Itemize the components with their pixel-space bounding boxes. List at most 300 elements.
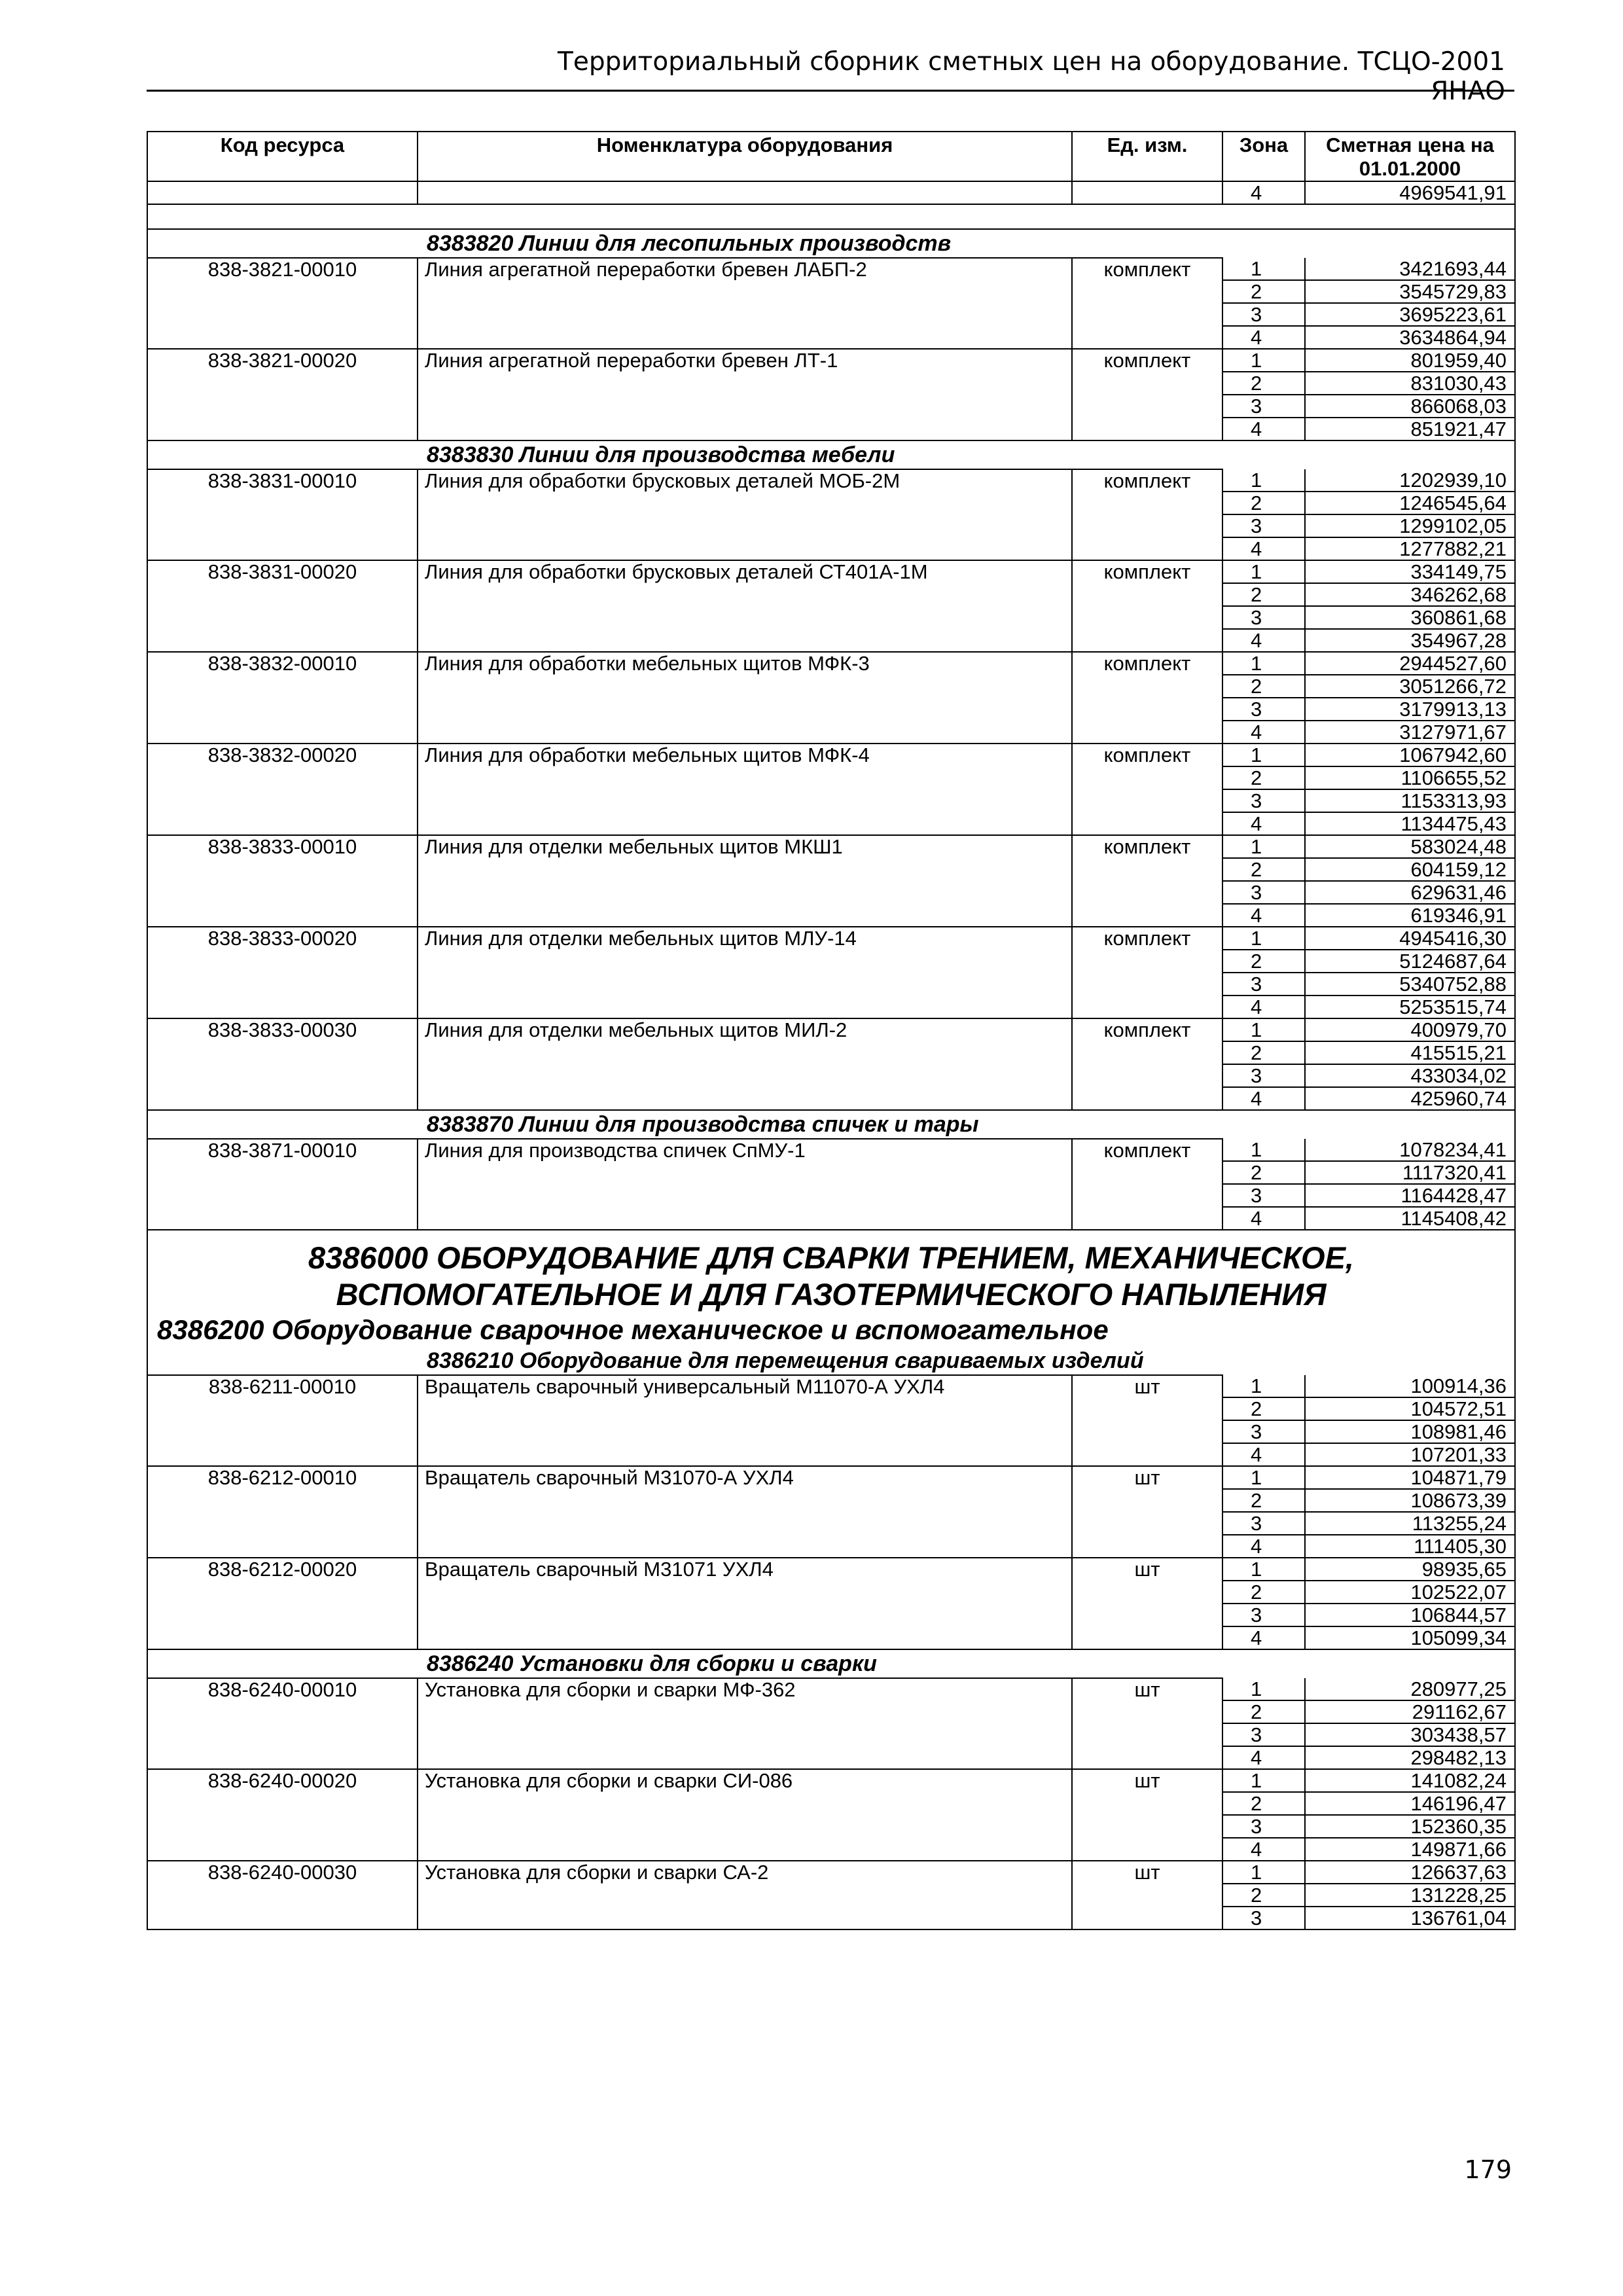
unit-of-measure <box>1072 1535 1222 1558</box>
resource-code: 838-3833-00030 <box>147 1018 418 1041</box>
equipment-name <box>418 721 1072 744</box>
unit-of-measure: шт <box>1072 1375 1222 1397</box>
unit-of-measure <box>1072 1443 1222 1466</box>
unit-of-measure <box>1072 858 1222 881</box>
unit-of-measure <box>1072 514 1222 537</box>
zone-cell: 3 <box>1222 1064 1305 1087</box>
table-row <box>147 372 1515 395</box>
unit-of-measure: комплект <box>1072 560 1222 583</box>
col-header-code: Код ресурса <box>147 132 418 181</box>
price-cell: 619346,91 <box>1305 904 1515 927</box>
equipment-name: Линия агрегатной переработки бревен ЛТ-1 <box>418 349 1072 372</box>
resource-code <box>147 418 418 440</box>
equipment-name <box>418 492 1072 514</box>
col-header-unit: Ед. изм. <box>1072 132 1222 181</box>
subgroup-heading-row <box>147 1347 1515 1375</box>
table-row <box>147 1018 1515 1041</box>
zone-cell: 2 <box>1222 1041 1305 1064</box>
resource-code <box>147 280 418 303</box>
table-header-row <box>147 132 1515 181</box>
table-row <box>147 835 1515 858</box>
resource-code <box>147 583 418 606</box>
equipment-name <box>418 1064 1072 1087</box>
price-cell: 354967,28 <box>1305 629 1515 652</box>
zone-cell: 2 <box>1222 1397 1305 1420</box>
table-row <box>147 1700 1515 1723</box>
col-header-name: Номенклатура оборудования <box>418 132 1072 181</box>
zone-cell: 1 <box>1222 1139 1305 1161</box>
unit-of-measure <box>1072 280 1222 303</box>
resource-code: 838-3831-00010 <box>147 469 418 492</box>
resource-code <box>147 904 418 927</box>
zone-cell: 4 <box>1222 1535 1305 1558</box>
table-row <box>147 1064 1515 1087</box>
unit-of-measure <box>1072 1746 1222 1769</box>
unit-of-measure <box>1072 675 1222 698</box>
unit-of-measure: комплект <box>1072 469 1222 492</box>
equipment-name: Линия для отделки мебельных щитов МИЛ-2 <box>418 1018 1072 1041</box>
equipment-name <box>418 1041 1072 1064</box>
price-cell: 1106655,52 <box>1305 766 1515 789</box>
unit-of-measure <box>1072 789 1222 812</box>
table-row <box>147 1535 1515 1558</box>
zone-cell: 1 <box>1222 1678 1305 1700</box>
resource-code <box>147 629 418 652</box>
equipment-name <box>418 418 1072 440</box>
unit-of-measure <box>1072 1512 1222 1535</box>
zone-cell: 3 <box>1222 1420 1305 1443</box>
resource-code <box>147 1626 418 1649</box>
zone-cell: 3 <box>1222 1815 1305 1838</box>
unit-of-measure: шт <box>1072 1678 1222 1700</box>
subgroup-heading-row <box>147 440 1515 469</box>
resource-code <box>147 996 418 1018</box>
resource-code: 838-6211-00010 <box>147 1375 418 1397</box>
unit-of-measure: комплект <box>1072 744 1222 766</box>
resource-code <box>147 812 418 835</box>
table-row <box>147 583 1515 606</box>
resource-code <box>147 1064 418 1087</box>
header-rule <box>147 90 1514 92</box>
zone-cell: 2 <box>1222 1884 1305 1907</box>
resource-code <box>147 395 418 418</box>
unit-of-measure <box>1072 1792 1222 1815</box>
equipment-name <box>418 514 1072 537</box>
price-cell: 831030,43 <box>1305 372 1515 395</box>
price-cell: 5253515,74 <box>1305 996 1515 1018</box>
table-row <box>147 1723 1515 1746</box>
table-row <box>147 1861 1515 1884</box>
equipment-name <box>418 973 1072 996</box>
resource-code: 838-3821-00020 <box>147 349 418 372</box>
zone-cell: 3 <box>1222 1184 1305 1207</box>
unit-of-measure <box>1072 904 1222 927</box>
equipment-name <box>418 372 1072 395</box>
equipment-name: Линия для отделки мебельных щитов МЛУ-14 <box>418 927 1072 950</box>
table-row <box>147 1558 1515 1581</box>
table-row <box>147 698 1515 721</box>
zone-cell: 3 <box>1222 514 1305 537</box>
unit-of-measure <box>1072 1087 1222 1110</box>
unit-of-measure <box>1072 812 1222 835</box>
zone-cell: 4 <box>1222 537 1305 560</box>
zone-cell: 3 <box>1222 395 1305 418</box>
resource-code <box>147 675 418 698</box>
table-row <box>147 1161 1515 1184</box>
unit-of-measure <box>1072 1838 1222 1861</box>
price-cell: 104871,79 <box>1305 1466 1515 1489</box>
table-row <box>147 927 1515 950</box>
price-cell: 334149,75 <box>1305 560 1515 583</box>
equipment-name <box>418 1700 1072 1723</box>
price-cell: 298482,13 <box>1305 1746 1515 1769</box>
zone-cell: 3 <box>1222 606 1305 629</box>
zone-cell: 2 <box>1222 1161 1305 1184</box>
equipment-name <box>418 904 1072 927</box>
zone-cell: 1 <box>1222 652 1305 675</box>
resource-code <box>147 1604 418 1626</box>
equipment-name <box>418 1815 1072 1838</box>
unit-of-measure <box>1072 303 1222 326</box>
table-body <box>147 181 1515 1929</box>
resource-code: 838-6240-00010 <box>147 1678 418 1700</box>
zone-cell: 4 <box>1222 1087 1305 1110</box>
unit-of-measure <box>1072 1489 1222 1512</box>
table-row <box>147 537 1515 560</box>
equipment-name: Линия для обработки брусковых деталей МОБ-2М <box>418 469 1072 492</box>
price-cell: 2944527,60 <box>1305 652 1515 675</box>
price-cell: 102522,07 <box>1305 1581 1515 1604</box>
zone-cell: 1 <box>1222 835 1305 858</box>
equipment-name <box>418 812 1072 835</box>
unit-of-measure <box>1072 973 1222 996</box>
zone-cell: 1 <box>1222 349 1305 372</box>
resource-code <box>147 1838 418 1861</box>
table-row <box>147 280 1515 303</box>
price-cell: 3545729,83 <box>1305 280 1515 303</box>
equipment-name <box>418 1884 1072 1907</box>
resource-code <box>147 766 418 789</box>
equipment-name <box>418 950 1072 973</box>
price-cell: 425960,74 <box>1305 1087 1515 1110</box>
equipment-name <box>418 766 1072 789</box>
table-row <box>147 881 1515 904</box>
resource-code <box>147 698 418 721</box>
table-row <box>147 789 1515 812</box>
unit-of-measure <box>1072 766 1222 789</box>
resource-code <box>147 1184 418 1207</box>
zone-cell: 2 <box>1222 280 1305 303</box>
table-row <box>147 950 1515 973</box>
table-row <box>147 812 1515 835</box>
zone-cell: 2 <box>1222 492 1305 514</box>
equipment-name <box>418 1443 1072 1466</box>
resource-code <box>147 1087 418 1110</box>
resource-code <box>147 1207 418 1230</box>
section-heading-line: ВСПОМОГАТЕЛЬНОЕ И ДЛЯ ГАЗОТЕРМИЧЕСКОГО НАПЫЛЕНИЯ <box>336 1277 1327 1312</box>
section-heading-row <box>147 1230 1515 1313</box>
zone-cell: 3 <box>1222 1723 1305 1746</box>
unit-of-measure <box>1072 1626 1222 1649</box>
price-cell: 291162,67 <box>1305 1700 1515 1723</box>
equipment-name <box>418 629 1072 652</box>
unit-of-measure <box>1072 418 1222 440</box>
equipment-name: Линия для отделки мебельных щитов МКШ1 <box>418 835 1072 858</box>
equipment-name: Установка для сборки и сварки СА-2 <box>418 1861 1072 1884</box>
price-cell: 1078234,41 <box>1305 1139 1515 1161</box>
resource-code <box>147 303 418 326</box>
zone-cell: 1 <box>1222 1018 1305 1041</box>
price-cell: 4969541,91 <box>1305 181 1515 204</box>
resource-code <box>147 1443 418 1466</box>
page-number: 179 <box>1464 2155 1512 2184</box>
table-row <box>147 1815 1515 1838</box>
price-cell: 131228,25 <box>1305 1884 1515 1907</box>
table-row <box>147 744 1515 766</box>
table-row <box>147 652 1515 675</box>
zone-cell: 1 <box>1222 1861 1305 1884</box>
unit-of-measure: комплект <box>1072 652 1222 675</box>
zone-cell: 3 <box>1222 1604 1305 1626</box>
table-row <box>147 1769 1515 1792</box>
resource-code: 838-3833-00010 <box>147 835 418 858</box>
zone-cell: 2 <box>1222 1792 1305 1815</box>
price-cell: 111405,30 <box>1305 1535 1515 1558</box>
table-row <box>147 326 1515 349</box>
resource-code <box>147 181 418 204</box>
zone-cell: 3 <box>1222 1512 1305 1535</box>
price-cell: 3634864,94 <box>1305 326 1515 349</box>
equipment-name <box>418 1087 1072 1110</box>
unit-of-measure <box>1072 181 1222 204</box>
equipment-name <box>418 1397 1072 1420</box>
equipment-name <box>418 789 1072 812</box>
table-row <box>147 1139 1515 1161</box>
table-row <box>147 1207 1515 1230</box>
price-cell: 1202939,10 <box>1305 469 1515 492</box>
table-row <box>147 349 1515 372</box>
table-row <box>147 766 1515 789</box>
unit-of-measure <box>1072 721 1222 744</box>
zone-cell: 4 <box>1222 418 1305 440</box>
zone-cell: 1 <box>1222 469 1305 492</box>
table-row <box>147 1581 1515 1604</box>
zone-cell: 1 <box>1222 744 1305 766</box>
table-row <box>147 469 1515 492</box>
price-cell: 1117320,41 <box>1305 1161 1515 1184</box>
zone-cell: 3 <box>1222 789 1305 812</box>
table-row <box>147 303 1515 326</box>
unit-of-measure <box>1072 1207 1222 1230</box>
unit-of-measure <box>1072 1815 1222 1838</box>
price-cell: 3421693,44 <box>1305 258 1515 280</box>
zone-cell: 3 <box>1222 881 1305 904</box>
zone-cell: 2 <box>1222 858 1305 881</box>
zone-cell: 4 <box>1222 721 1305 744</box>
resource-code <box>147 881 418 904</box>
equipment-name: Вращатель сварочный универсальный М11070-А УХЛ4 <box>418 1375 1072 1397</box>
equipment-name <box>418 1489 1072 1512</box>
table-row <box>147 492 1515 514</box>
zone-cell: 4 <box>1222 1207 1305 1230</box>
zone-cell: 3 <box>1222 303 1305 326</box>
price-cell: 152360,35 <box>1305 1815 1515 1838</box>
zone-cell: 3 <box>1222 698 1305 721</box>
price-cell: 149871,66 <box>1305 1838 1515 1861</box>
resource-code: 838-3832-00010 <box>147 652 418 675</box>
table-row <box>147 181 1515 204</box>
zone-cell: 2 <box>1222 675 1305 698</box>
equipment-name: Установка для сборки и сварки СИ-086 <box>418 1769 1072 1792</box>
price-cell: 4945416,30 <box>1305 927 1515 950</box>
table-row <box>147 1792 1515 1815</box>
resource-code <box>147 1907 418 1929</box>
equipment-name <box>418 698 1072 721</box>
price-cell: 433034,02 <box>1305 1064 1515 1087</box>
table-row <box>147 1907 1515 1929</box>
table-row <box>147 1466 1515 1489</box>
col-header-price: Сметная цена на 01.01.2000 <box>1305 132 1515 181</box>
price-cell: 629631,46 <box>1305 881 1515 904</box>
table-row <box>147 1604 1515 1626</box>
price-cell: 604159,12 <box>1305 858 1515 881</box>
resource-code <box>147 537 418 560</box>
table-row <box>147 1838 1515 1861</box>
zone-cell: 4 <box>1222 904 1305 927</box>
table-row <box>147 560 1515 583</box>
zone-cell: 1 <box>1222 1558 1305 1581</box>
resource-code: 838-3821-00010 <box>147 258 418 280</box>
table-row <box>147 418 1515 440</box>
unit-of-measure <box>1072 1184 1222 1207</box>
equipment-name <box>418 996 1072 1018</box>
zone-cell: 4 <box>1222 629 1305 652</box>
price-cell: 583024,48 <box>1305 835 1515 858</box>
zone-cell: 2 <box>1222 950 1305 973</box>
subgroup-heading: 8383820 Линии для лесопильных производств <box>147 229 1515 258</box>
resource-code <box>147 1397 418 1420</box>
zone-cell: 4 <box>1222 1443 1305 1466</box>
zone-cell: 1 <box>1222 258 1305 280</box>
unit-of-measure <box>1072 606 1222 629</box>
equipment-name <box>418 1907 1072 1929</box>
resource-code: 838-3832-00020 <box>147 744 418 766</box>
price-cell: 851921,47 <box>1305 418 1515 440</box>
price-cell: 113255,24 <box>1305 1512 1515 1535</box>
resource-code <box>147 514 418 537</box>
unit-of-measure <box>1072 395 1222 418</box>
price-cell: 3127971,67 <box>1305 721 1515 744</box>
equipment-name: Линия для обработки мебельных щитов МФК-3 <box>418 652 1072 675</box>
zone-cell: 2 <box>1222 1581 1305 1604</box>
subgroup-heading-row <box>147 1649 1515 1678</box>
equipment-name: Линия агрегатной переработки бревен ЛАБП-2 <box>418 258 1072 280</box>
equipment-name <box>418 1207 1072 1230</box>
price-cell: 136761,04 <box>1305 1907 1515 1929</box>
running-header: Территориальный сборник сметных цен на оборудование. ТСЦО-2001 ЯНАО <box>558 47 1505 106</box>
unit-of-measure <box>1072 583 1222 606</box>
resource-code <box>147 1581 418 1604</box>
equipment-name <box>418 303 1072 326</box>
price-cell: 108981,46 <box>1305 1420 1515 1443</box>
unit-of-measure <box>1072 996 1222 1018</box>
table-row <box>147 629 1515 652</box>
resource-code <box>147 1792 418 1815</box>
price-cell: 866068,03 <box>1305 395 1515 418</box>
table-row <box>147 1184 1515 1207</box>
price-cell: 346262,68 <box>1305 583 1515 606</box>
price-cell: 280977,25 <box>1305 1678 1515 1700</box>
resource-code <box>147 1535 418 1558</box>
equipment-name <box>418 1161 1072 1184</box>
unit-of-measure <box>1072 1041 1222 1064</box>
resource-code <box>147 1700 418 1723</box>
resource-code <box>147 1489 418 1512</box>
zone-cell: 2 <box>1222 372 1305 395</box>
resource-code <box>147 606 418 629</box>
resource-code <box>147 950 418 973</box>
price-cell: 5124687,64 <box>1305 950 1515 973</box>
zone-cell: 4 <box>1222 1838 1305 1861</box>
resource-code: 838-6240-00020 <box>147 1769 418 1792</box>
price-cell: 360861,68 <box>1305 606 1515 629</box>
resource-code <box>147 326 418 349</box>
equipment-name <box>418 1184 1072 1207</box>
unit-of-measure <box>1072 629 1222 652</box>
group-heading-row <box>147 1313 1515 1347</box>
equipment-name <box>418 1792 1072 1815</box>
unit-of-measure: шт <box>1072 1769 1222 1792</box>
price-cell: 126637,63 <box>1305 1861 1515 1884</box>
unit-of-measure <box>1072 1161 1222 1184</box>
resource-code: 838-3833-00020 <box>147 927 418 950</box>
table-row <box>147 1397 1515 1420</box>
equipment-name <box>418 675 1072 698</box>
table-row <box>147 1678 1515 1700</box>
equipment-name <box>418 1420 1072 1443</box>
section-heading-line: 8386000 ОБОРУДОВАНИЕ ДЛЯ СВАРКИ ТРЕНИЕМ, МЕХАНИЧЕСКОЕ, <box>308 1240 1354 1275</box>
equipment-name: Вращатель сварочный М31070-А УХЛ4 <box>418 1466 1072 1489</box>
price-cell: 1164428,47 <box>1305 1184 1515 1207</box>
price-cell: 106844,57 <box>1305 1604 1515 1626</box>
equipment-name <box>418 858 1072 881</box>
price-cell: 3051266,72 <box>1305 675 1515 698</box>
zone-cell: 2 <box>1222 1489 1305 1512</box>
subgroup-heading: 8386210 Оборудование для перемещения свариваемых изделий <box>147 1347 1515 1375</box>
price-cell: 3695223,61 <box>1305 303 1515 326</box>
unit-of-measure: комплект <box>1072 1139 1222 1161</box>
resource-code <box>147 789 418 812</box>
unit-of-measure <box>1072 1700 1222 1723</box>
unit-of-measure <box>1072 1723 1222 1746</box>
subgroup-heading: 8383830 Линии для производства мебели <box>147 440 1515 469</box>
zone-cell: 4 <box>1222 181 1305 204</box>
unit-of-measure <box>1072 372 1222 395</box>
unit-of-measure <box>1072 537 1222 560</box>
resource-code <box>147 1420 418 1443</box>
equipment-name <box>418 1838 1072 1861</box>
equipment-name <box>418 1746 1072 1769</box>
table-row <box>147 1512 1515 1535</box>
resource-code <box>147 858 418 881</box>
equipment-name <box>418 1581 1072 1604</box>
unit-of-measure <box>1072 1397 1222 1420</box>
price-cell: 1145408,42 <box>1305 1207 1515 1230</box>
unit-of-measure <box>1072 1884 1222 1907</box>
resource-code <box>147 1723 418 1746</box>
price-cell: 1067942,60 <box>1305 744 1515 766</box>
unit-of-measure <box>1072 1604 1222 1626</box>
